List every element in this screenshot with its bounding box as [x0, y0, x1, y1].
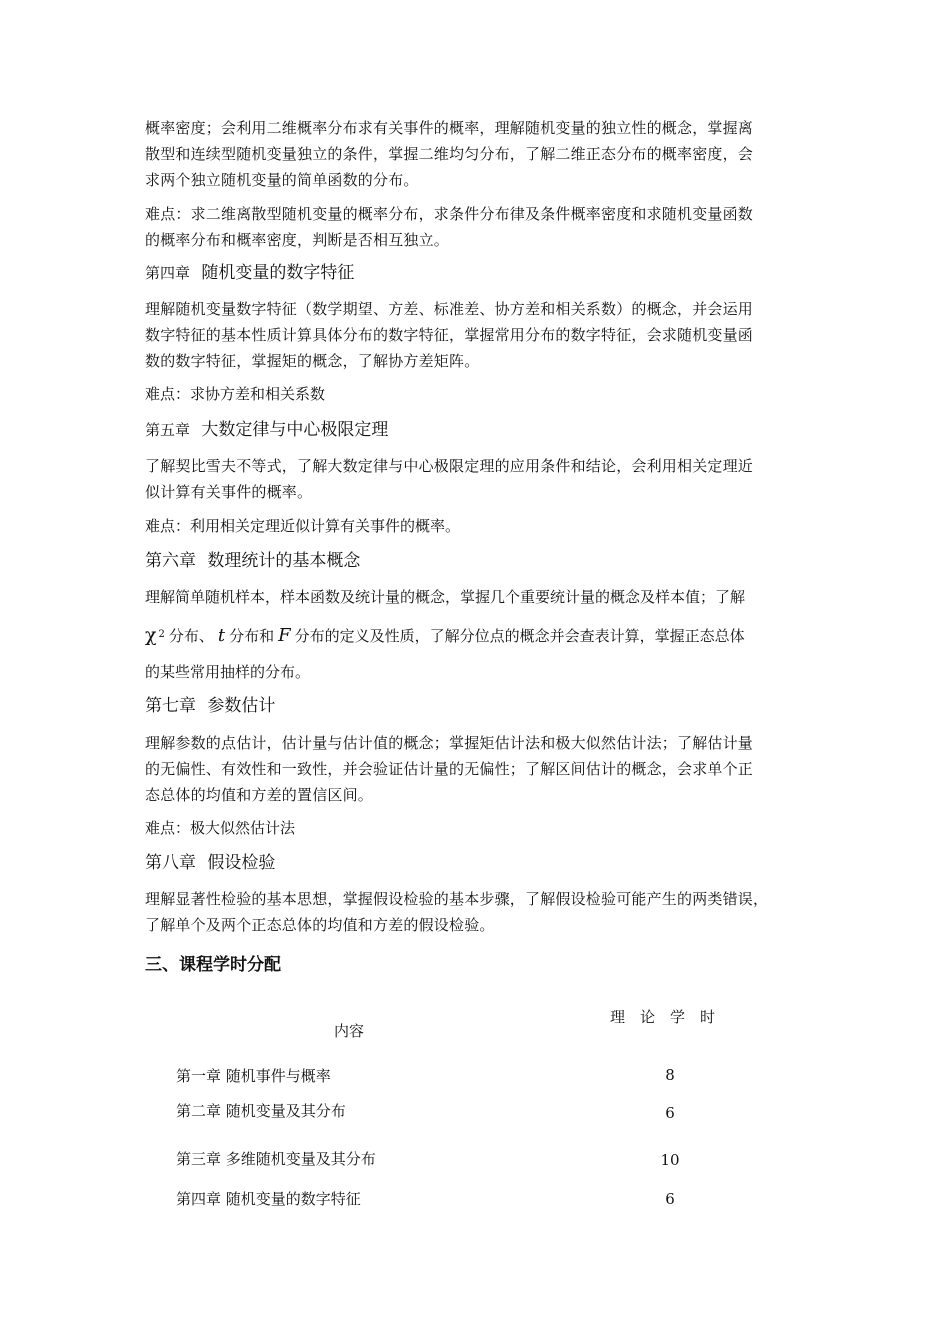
ch7-difficulty: 难点：极大似然估计法: [145, 819, 296, 837]
ch7-heading: [145, 694, 275, 718]
chapter-number: 第六章: [145, 551, 196, 571]
section-3-title: 三、课程学时分配: [145, 955, 281, 975]
ch7-description: [145, 730, 805, 808]
chapter-title: 大数定律与中心极限定理: [201, 420, 389, 440]
chapter-number: 第五章: [145, 421, 191, 439]
table-cell-content: 第二章 随机变量及其分布: [176, 1102, 346, 1120]
chapter-title: 假设检验: [207, 853, 276, 873]
t-symbol: t: [217, 625, 226, 646]
ch6-line-1: 理解简单随机样本，样本函数及统计量的概念，掌握几个重要统计量的概念及样本值；了解: [145, 588, 746, 606]
ch3-description: [145, 115, 805, 193]
text-line: 散型和连续型随机变量独立的条件，掌握二维均匀分布，了解二维正态分布的概率密度，会: [145, 145, 754, 163]
text-fragment: 分布和: [229, 627, 275, 645]
text-line: 似计算有关事件的概率。: [145, 483, 313, 501]
chapter-title: 随机变量的数字特征: [201, 263, 355, 283]
text-line: 难点：求二维离散型随机变量的概率分布，求条件分布律及条件概率密度和求随机变量函数: [145, 205, 754, 223]
text-line: 的概率分布和概率密度，判断是否相互独立。: [145, 231, 450, 249]
table-header-hours: 理 论 学 时: [610, 1008, 716, 1026]
chi-symbol: χ: [145, 624, 157, 646]
ch5-difficulty: 难点：利用相关定理近似计算有关事件的概率。: [145, 517, 461, 535]
ch3-difficulty: [145, 201, 805, 253]
chapter-title: 数理统计的基本概念: [207, 551, 361, 571]
text-fragment: 分布的定义及性质，了解分位点的概念并会查表计算，掌握正态总体: [294, 627, 745, 645]
table-header-content: 内容: [334, 1022, 365, 1040]
table-cell-content: 第三章 多维随机变量及其分布: [176, 1150, 376, 1168]
text-line: 了解契比雪夫不等式，了解大数定律与中心极限定理的应用条件和结论，会利用相关定理近: [145, 457, 754, 475]
text-line: 数的数字特征，掌握矩的概念，了解协方差矩阵。: [145, 352, 480, 370]
table-cell-content: 第四章 随机变量的数字特征: [176, 1190, 361, 1208]
table-cell-hours: 6: [665, 1190, 675, 1208]
ch6-heading: [145, 549, 360, 573]
ch4-difficulty: 难点：求协方差和相关系数: [145, 385, 326, 403]
text-line: 了解单个及两个正态总体的均值和方差的假设检验。: [145, 916, 495, 934]
f-symbol: F: [278, 625, 291, 646]
text-line: 理解参数的点估计，估计量与估计值的概念；掌握矩估计法和极大似然估计法；了解估计量: [145, 734, 754, 752]
chapter-number: 第四章: [145, 264, 191, 282]
chapter-title: 参数估计: [207, 696, 276, 716]
table-cell-hours: 8: [665, 1066, 675, 1084]
ch4-heading: [145, 261, 354, 285]
ch6-line-3: 的某些常用抽样的分布。: [145, 663, 311, 681]
text-line: 概率密度；会利用二维概率分布求有关事件的概率，理解随机变量的独立性的概念，掌握离: [145, 119, 754, 137]
ch5-description: [145, 453, 805, 505]
text-line: 的无偏性、有效性和一致性，并会验证估计量的无偏性；了解区间估计的概念，会求单个正: [145, 760, 754, 778]
text-line: 数字特征的基本性质计算具体分布的数字特征，掌握常用分布的数字特征，会求随机变量函: [145, 326, 754, 344]
text-line: 求两个独立随机变量的简单函数的分布。: [145, 171, 419, 189]
superscript: 2: [158, 629, 165, 640]
ch8-heading: [145, 851, 275, 875]
table-cell-hours: 6: [665, 1104, 675, 1122]
table-cell-hours: 10: [660, 1151, 680, 1169]
text-line: 态总体的均值和方差的置信区间。: [145, 786, 374, 804]
text-fragment: 分布、: [168, 627, 214, 645]
table-cell-content: 第一章 随机事件与概率: [176, 1067, 331, 1085]
text-line: 理解显著性检验的基本思想，掌握假设检验的基本步骤，了解假设检验可能产生的两类错误，: [145, 890, 769, 908]
ch8-description: [145, 886, 805, 938]
ch6-line-2: [145, 622, 745, 649]
ch5-heading: [145, 418, 388, 442]
chapter-number: 第八章: [145, 853, 196, 873]
chapter-number: 第七章: [145, 696, 196, 716]
text-line: 理解随机变量数字特征（数学期望、方差、标准差、协方差和相关系数）的概念，并会运用: [145, 300, 754, 318]
ch4-description: [145, 296, 805, 374]
